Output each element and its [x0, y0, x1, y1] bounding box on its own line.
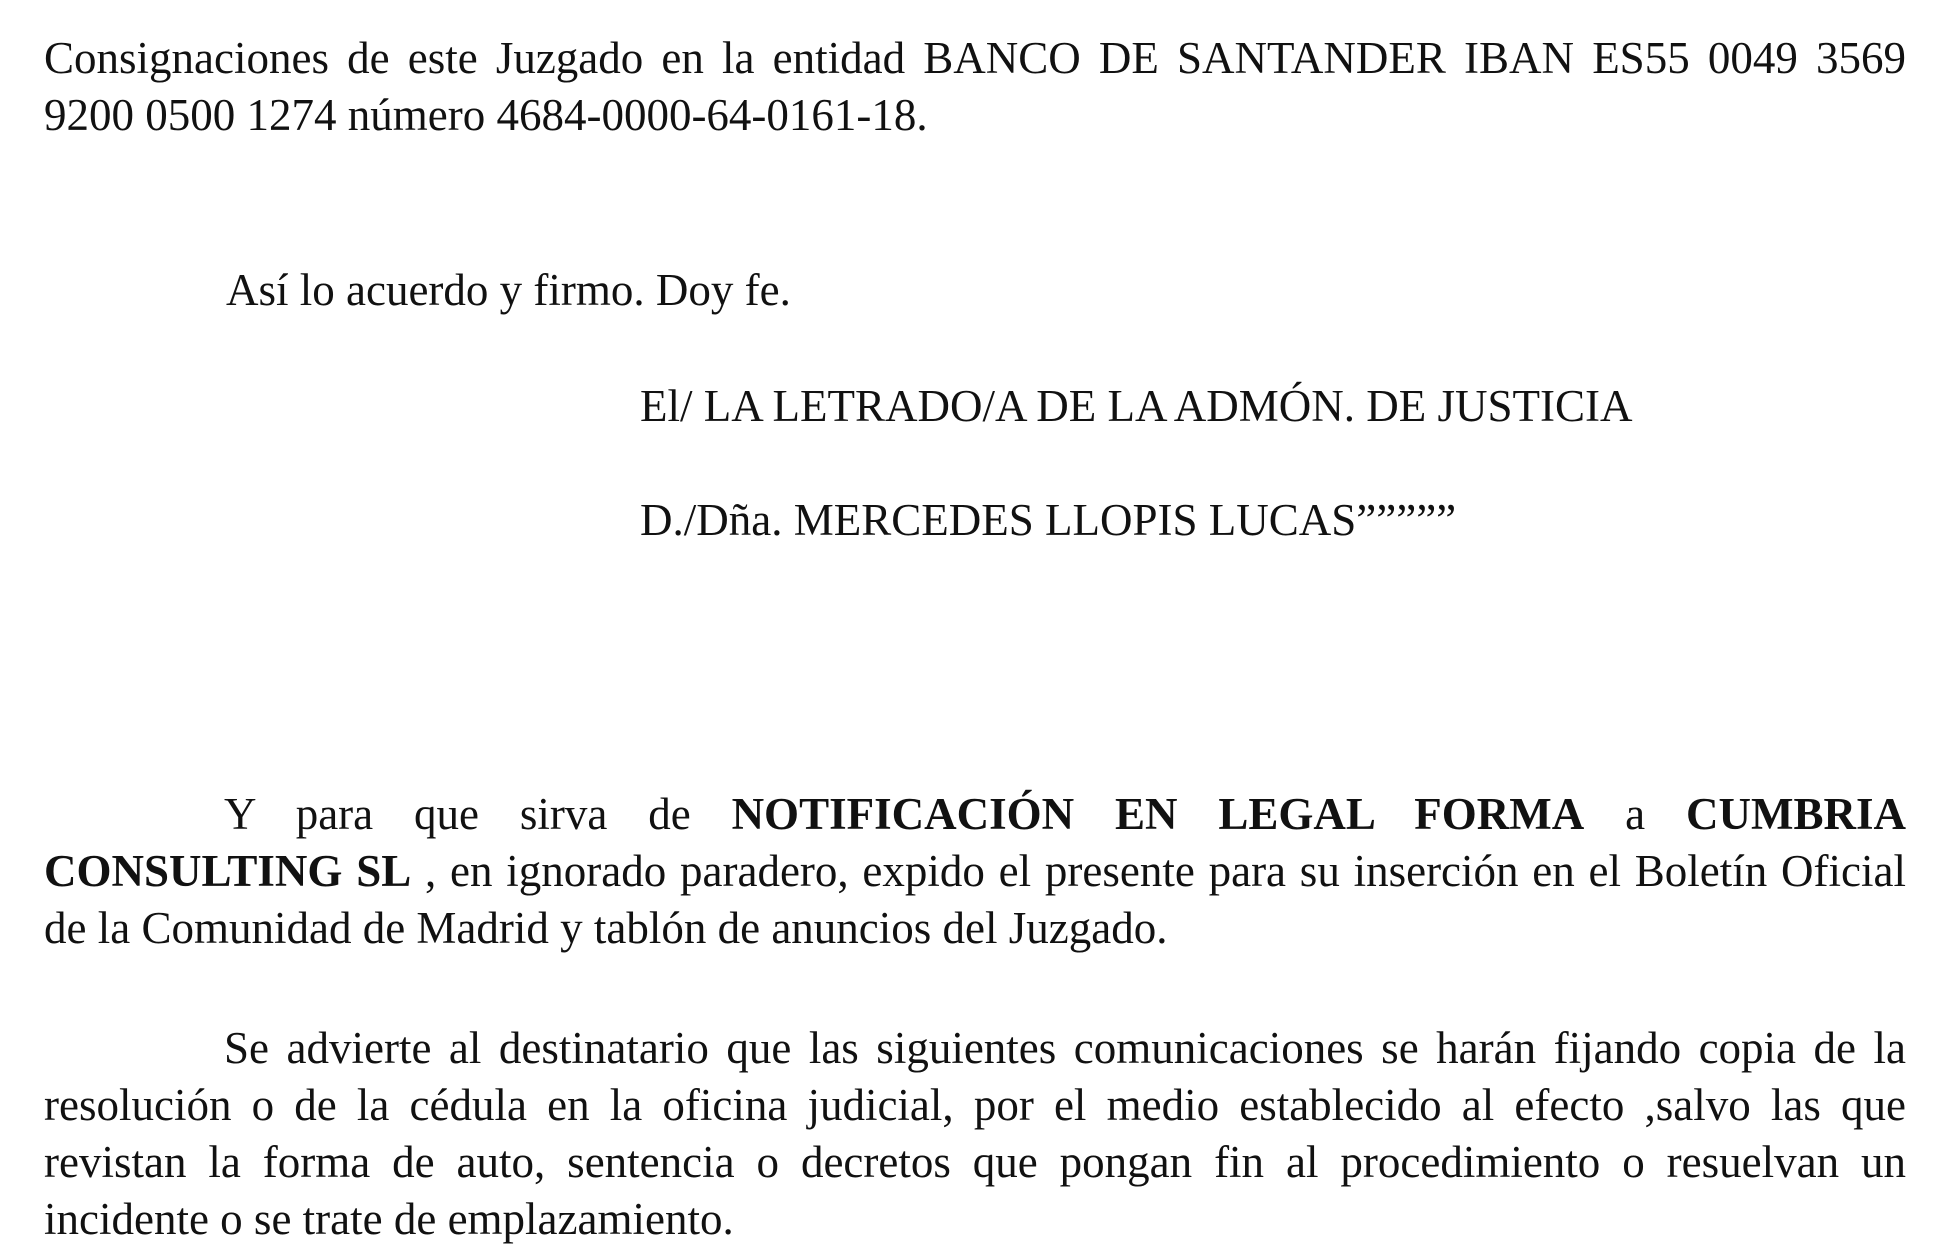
notification-lead: Y para que sirva de: [224, 789, 732, 839]
notification-paragraph: [44, 786, 1906, 957]
closing-statement: Así lo acuerdo y firmo. Doy fe.: [226, 265, 791, 315]
bank-consignment-paragraph: Consignaciones de este Juzgado en la entidad BANCO DE SANTANDER IBAN ES55 0049 3569 9200 0500 1274 número 4684-0000-64-0161-18.: [44, 33, 1906, 140]
notification-connector: a: [1584, 789, 1686, 839]
signer-name: D./Dña. MERCEDES LLOPIS LUCAS”””””: [640, 495, 1457, 545]
notification-heading: NOTIFICACIÓN EN LEGAL FORMA: [731, 789, 1585, 839]
notification-recipient: CUMBRIA CONSULTING SL: [44, 789, 1906, 896]
warning-paragraph: Se advierte al destinatario que las siguientes comunicaciones se harán fijando copia de la resolución o de la cédula en la oficina judicial, por el medio establecido al efecto ,salvo las que revistan la forma de auto, sentencia o decretos que pongan fin al procedimiento o resuelvan un incidente o se trate de emplazamiento.: [44, 1023, 1906, 1244]
signer-role: El/ LA LETRADO/A DE LA ADMÓN. DE JUSTICIA: [640, 381, 1633, 431]
notification-tail: , en ignorado paradero, expido el presente para su inserción en el Boletín Oficial de la Comunidad de Madrid y tablón de anuncios del Juzgado.: [44, 846, 1906, 953]
